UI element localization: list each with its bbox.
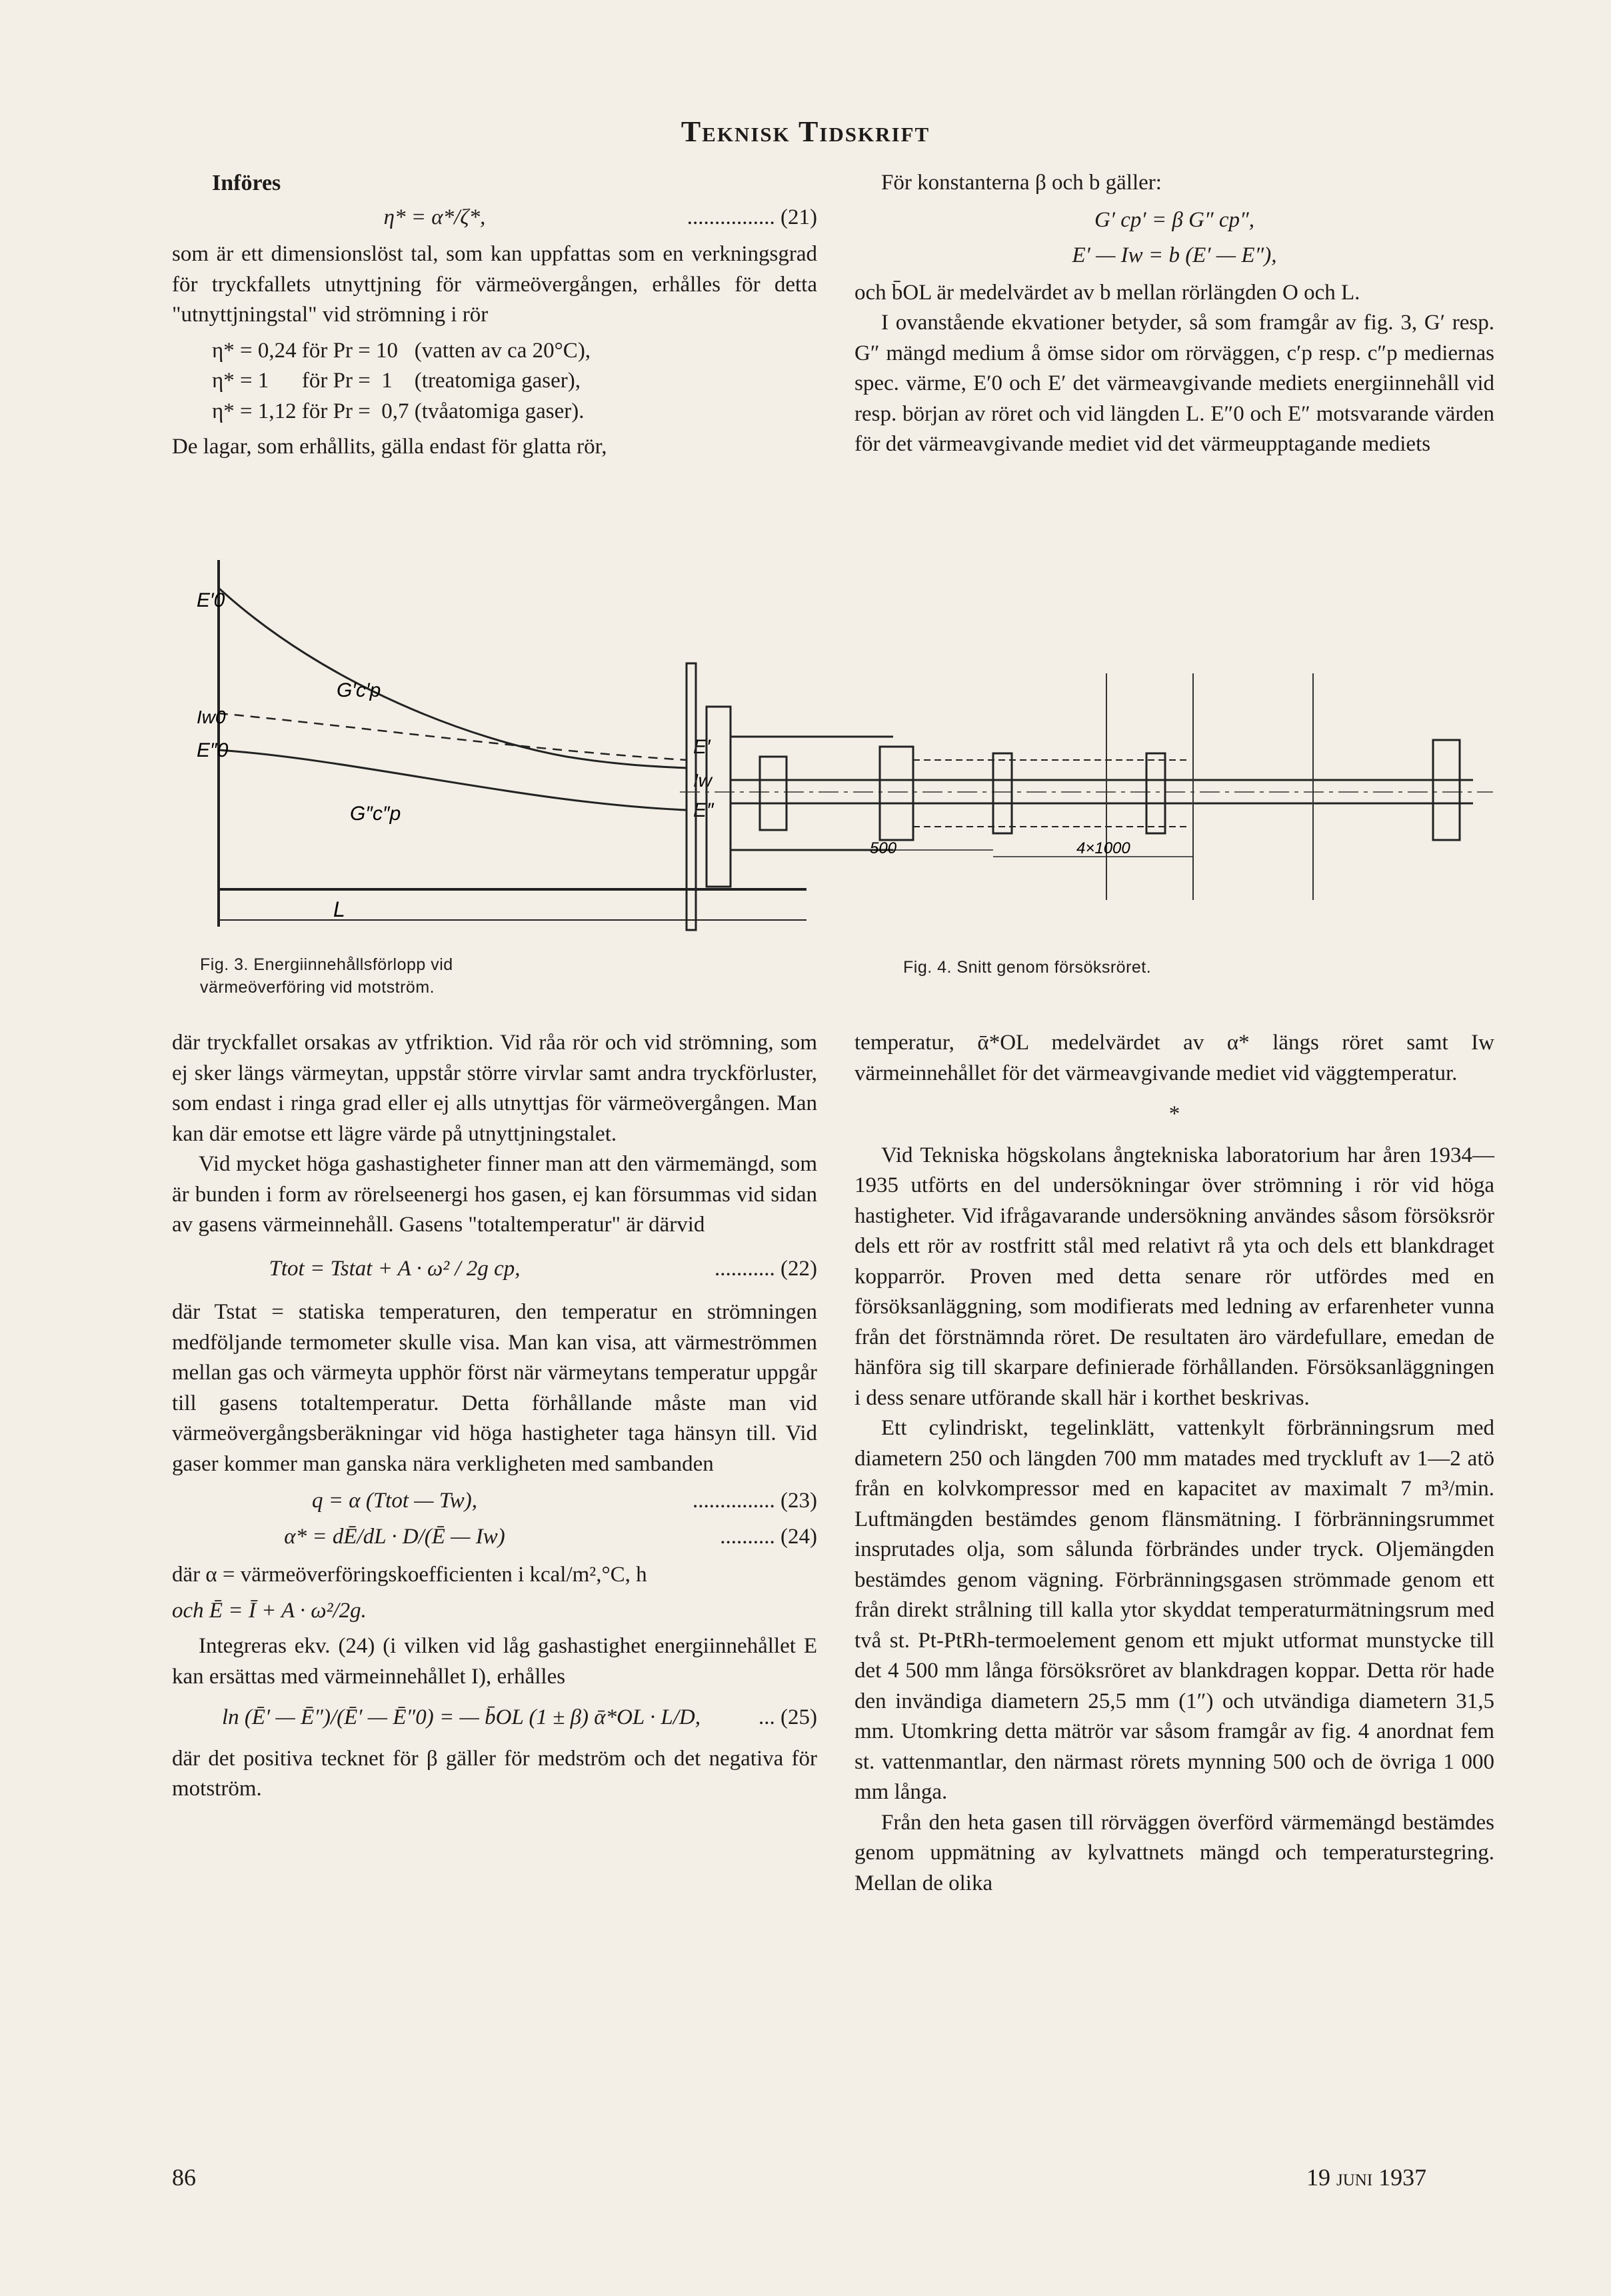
paragraph: där α = värmeöverföringskoefficienten i kcal/m²,°C, h <box>172 1563 647 1587</box>
eta-row: η* = 1 för Pr = 1 (treatomiga gaser), <box>212 369 581 393</box>
paragraph: Vid mycket höga gashastigheter finner man att den värmemängd, som är bunden i form av rörelseenergi hos gasen, ej kan försummas vid sidan av gasens värmeinnehåll. Gasens "totaltemperatur" är därvid <box>172 1152 817 1237</box>
paragraph: som är ett dimensionslöst tal, som kan uppfattas som en verkningsgrad för tryckfallets utnyttjning för värmeövergången, erhålles för detta "utnyttjningstal" vid strömning i rör <box>172 242 817 327</box>
equation-22 <box>172 1254 817 1285</box>
label-gcp-prime: G′c′p <box>337 679 381 701</box>
caption-line: värmeöverföring vid motström. <box>200 978 435 997</box>
equation-23 <box>172 1486 817 1517</box>
eta-row: η* = 1,12 för Pr = 0,7 (tvåatomiga gaser). <box>212 399 585 423</box>
equation-25 <box>172 1703 817 1733</box>
figure-3-caption <box>200 953 667 999</box>
eta-table <box>212 336 817 427</box>
equation-gcp: G′ cp′ = β G″ cp″, <box>1094 207 1255 232</box>
paragraph: temperatur, ᾱ*OL medelvärdet av α* längs röret samt Iw värmeinnehållet för det värmeavgivande mediet vid väggtemperatur. <box>854 1031 1494 1085</box>
paragraph: Från den heta gasen till rörväggen överförd värmemängd bestämdes genom uppmätning av kylvattnets mängd och temperaturstegring. Mellan de olika <box>854 1810 1494 1895</box>
paragraph: I ovanstående ekvationer betyder, så som framgår av fig. 3, G′ resp. G″ mängd medium å ömse sidor om rörväggen, c′p resp. c″p mediernas spec. värme, E′0 och E′ det värmeavgivande mediets energiinnehåll vid resp. början av röret och vid längden L. E″0 och E″ motsvarande värden för det värmeavgivande mediet vid det värmeupptagande mediets <box>854 311 1494 456</box>
label-e0-prime: E′0 <box>197 589 225 611</box>
label-e0-double: E″0 <box>197 739 229 761</box>
label-l: L <box>333 897 345 921</box>
equation-22-number: ........... (22) <box>715 1256 817 1281</box>
equation-e: och Ē = Ī + A · ω²/2g. <box>172 1598 367 1623</box>
equation-25-formula: ln (Ē′ — Ē″)/(Ē′ — Ē″0) = — b̄OL (1 ± β) ᾱ*OL · L/D, <box>221 1705 701 1729</box>
label-iw0: Iw0 <box>197 707 226 727</box>
equation-21 <box>172 203 817 233</box>
equation-24 <box>172 1522 817 1553</box>
equation-24-formula: α* = dĒ/dL · D/(Ē — Iw) <box>284 1524 505 1549</box>
equation-21-formula: η* = α*/ζ*, <box>383 205 486 229</box>
paragraph: De lagar, som erhållits, gälla endast för glatta rör, <box>172 435 607 459</box>
label-iw: Iw <box>693 770 712 791</box>
label-gcp-double: G″c″p <box>350 803 401 825</box>
right-top-column <box>854 168 1494 460</box>
section-separator: * <box>1168 1102 1180 1126</box>
caption-line: Fig. 3. Energiinnehållsförlopp vid <box>200 955 453 974</box>
dimension-500: 500 <box>870 839 897 857</box>
equation-25-number: ... (25) <box>759 1705 817 1729</box>
label-e-double: E″ <box>693 799 714 821</box>
issue-date: 19 juni 1937 <box>1306 2164 1427 2191</box>
equation-eb: E′ — Iw = b (E′ — E″), <box>1072 243 1277 267</box>
page-number: 86 <box>172 2164 196 2191</box>
label-e-prime: E′ <box>693 736 711 758</box>
paragraph: Ett cylindriskt, tegelinklätt, vattenkylt förbränningsrum med diametern 250 och längden 700 mm matades med tryckluft av 1—2 atö från en kolvkompressor med en kapacitet av maximalt 7 m³/min. Luftmängden bestämdes genom flänsmätning. I förbränningsrummet insprutades olja, som sålunda förbrändes under tryck. Oljemängden bestämdes genom vägning. Förbränningsgasen strömmade genom ett från direkt strålning till kalla ytor skyddat temperaturmätningsrum med två st. Pt-PtRh-termoelement genom ett mjukt utformat munstycke till det 4 500 mm långa försöksröret av blankdragen koppar. Detta rör hade den invändiga diametern 25,5 mm (1″) och utvändiga diametern 31,5 mm. Utomkring detta mätrör var såsom framgår av fig. 4 anordnat fem st. vattenmantlar, den närmast rörets mynning 500 och de övriga 1 000 mm långa. <box>854 1416 1494 1804</box>
equation-22-formula: Ttot = Tstat + A · ω² / 2g cp, <box>269 1256 521 1281</box>
equation-23-formula: q = α (Ttot — Tw), <box>311 1489 477 1513</box>
dimension-4x1000: 4×1000 <box>1076 839 1130 857</box>
equation-21-number: ................ (21) <box>687 205 817 229</box>
figure-4-caption: Fig. 4. Snitt genom försöksröret. <box>903 958 1152 977</box>
paragraph: Vid Tekniska högskolans ångtekniska laboratorium har åren 1934—1935 utförts en del undersökningar över strömning i rör vid höga hastigheter. Vid ifrågavarande undersökning användes såsom försöksrör dels ett rör av rostfritt stål med relativt rå yta och dels ett blankdraget kopparrör. Proven med detta senare rör utfördes med en försöksanläggning, som modifierats med ledning av erfarenheter vunna från det förstnämnda röret. De resultaten äro värdefullare, emedan de hänföra sig till skarpare definierade förhållanden. Försöksanläggningen i dess senare utförande skall här i korthet beskrivas. <box>854 1143 1494 1410</box>
paragraph: För konstanterna β och b gäller: <box>881 171 1162 195</box>
eta-row: η* = 0,24 för Pr = 10 (vatten av ca 20°C), <box>212 338 591 363</box>
equation-23-number: ............... (23) <box>693 1489 817 1513</box>
paragraph: där det positiva tecknet för β gäller för medström och det negativa för motström. <box>172 1746 817 1801</box>
figure-4-diagram <box>680 660 1506 940</box>
paragraph: Integreras ekv. (24) (i vilken vid låg gashastighet energiinnehållet E kan ersättas med värmeinnehållet I), erhålles <box>172 1634 817 1689</box>
left-top-column <box>172 168 817 463</box>
paragraph: där tryckfallet orsakas av ytfriktion. Vid råa rör och vid strömning, som ej sker längs värmeytan, uppstår större virvlar samt andra tryckförluster, som endast i ringa grad eller ej alls utnyttjas för värmeövergången. Man kan där emotse ett lägre värde på utnyttjningstalet. <box>172 1031 817 1146</box>
equation-24-number: .......... (24) <box>720 1524 817 1549</box>
paragraph: och b̄OL är medelvärdet av b mellan rörlängden O och L. <box>854 280 1360 305</box>
right-bottom-column <box>854 1028 1494 1899</box>
heading-infores: Införes <box>212 171 281 195</box>
paragraph: där Tstat = statiska temperaturen, den temperatur en strömningen medföljande termometer skulle visa. Man kan visa, att värmeströmmen mellan gas och värmeyta upphör först när värmeytans temperatur uppgår till gasens totaltemperatur. Detta förhållande måste man vid värmeövergångsberäkningar vid höga hastigheter taga hänsyn till. Vid gaser kommer man ganska nära verkligheten med sambanden <box>172 1300 817 1476</box>
masthead: Teknisk Tidskrift <box>681 115 930 148</box>
left-bottom-column <box>172 1028 817 1805</box>
